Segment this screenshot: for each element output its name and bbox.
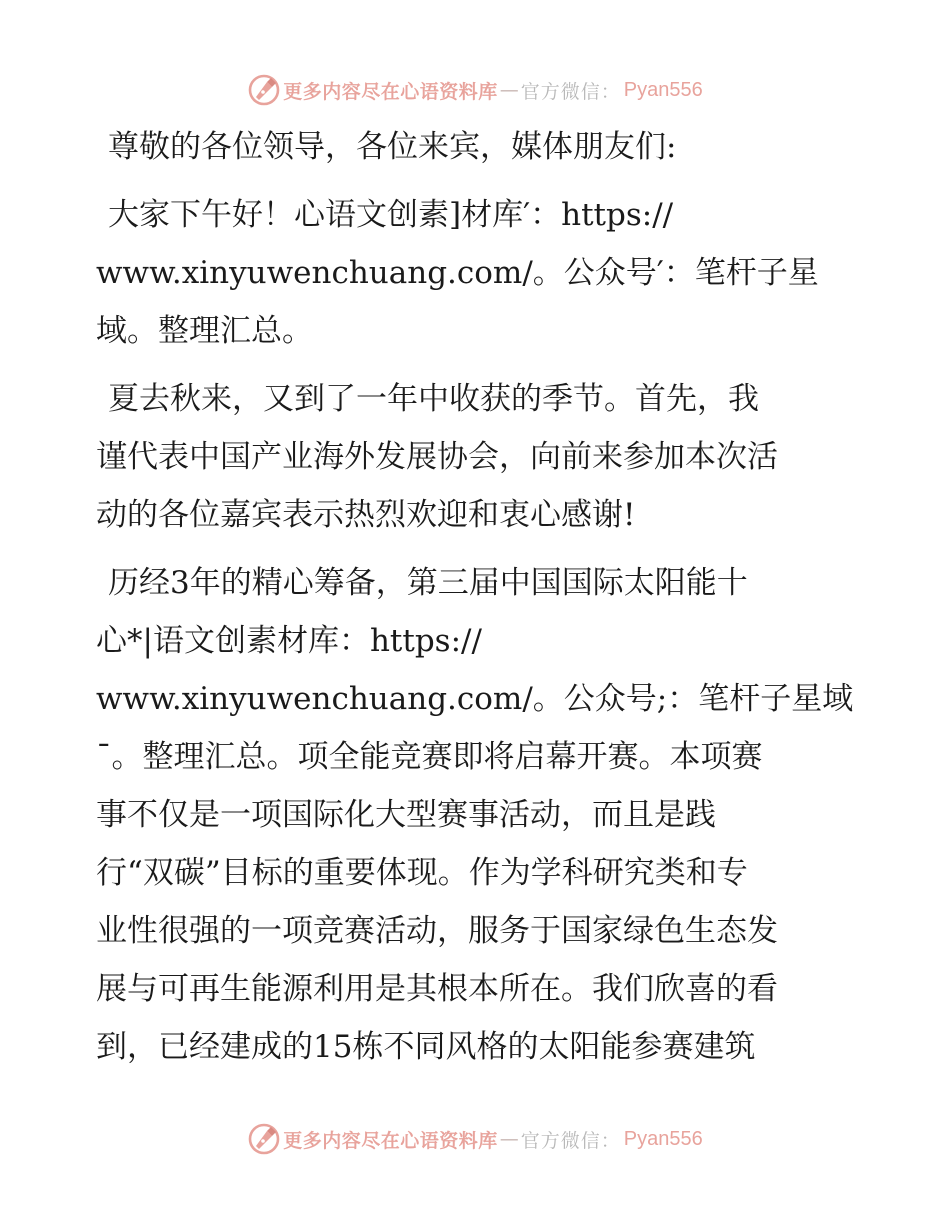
text-line: 尊敬的各位领导，各位来宾，媒体朋友们: (108, 129, 677, 165)
watermark-label: 官方微信 (520, 80, 601, 103)
paragraph (96, 118, 866, 176)
text-line: 心*|语文创素材库：https:// (96, 623, 482, 659)
text-line: www.xinyuwenchuang.com/。公众号;：笔杆子星域 (96, 681, 854, 717)
watermark-title: 更多内容尽在心语资料库 (283, 80, 498, 103)
pen-nib-icon (247, 1122, 281, 1156)
pen-nib-icon (247, 73, 281, 107)
paragraph (96, 370, 866, 544)
watermark-wechat-id: Pyan556 (623, 78, 703, 101)
watermark-colon: ： (600, 1129, 620, 1152)
watermark-label: 官方微信 (520, 1129, 601, 1152)
text-line: 历经3年的精心筹备，第三届中国国际太阳能十 (108, 565, 748, 601)
text-line: 动的各位嘉宾表示热烈欢迎和衷心感谢! (96, 497, 636, 533)
paragraph (96, 554, 866, 1076)
text-line: 夏去秋来，又到了一年中收获的季节。首先，我 (108, 381, 759, 417)
text-line: 到，已经建成的15栋不同风格的太阳能参赛建筑 (96, 1029, 756, 1065)
text-line: 事不仅是一项国际化大型赛事活动，而且是践 (96, 797, 716, 833)
text-line: 行“双碳”目标的重要体现。作为学科研究类和专 (96, 855, 748, 891)
paragraph (96, 186, 866, 360)
text-line: ¯。整理汇总。项全能竞赛即将启幕开赛。本项赛 (96, 739, 763, 775)
text-line: 大家下午好！心语文创素]材库′：https:// (108, 197, 674, 233)
text-line: 展与可再生能源利用是其根本所在。我们欣喜的看 (96, 971, 778, 1007)
text-line: www.xinyuwenchuang.com/。公众号′：笔杆子星 (96, 255, 819, 291)
watermark-separator: — (499, 1128, 519, 1150)
text-line: 谨代表中国产业海外发展协会，向前来参加本次活 (96, 439, 778, 475)
text-line: 业性很强的一项竞赛活动，服务于国家绿色生态发 (96, 913, 778, 949)
header-watermark (0, 70, 950, 110)
watermark-colon: ： (600, 80, 620, 103)
text-line: 域。整理汇总。 (96, 313, 313, 349)
watermark-wechat-id: Pyan556 (623, 1127, 703, 1150)
document-body (96, 118, 866, 1086)
watermark-separator: — (499, 79, 519, 101)
watermark-title: 更多内容尽在心语资料库 (283, 1129, 498, 1152)
footer-watermark (0, 1119, 950, 1159)
